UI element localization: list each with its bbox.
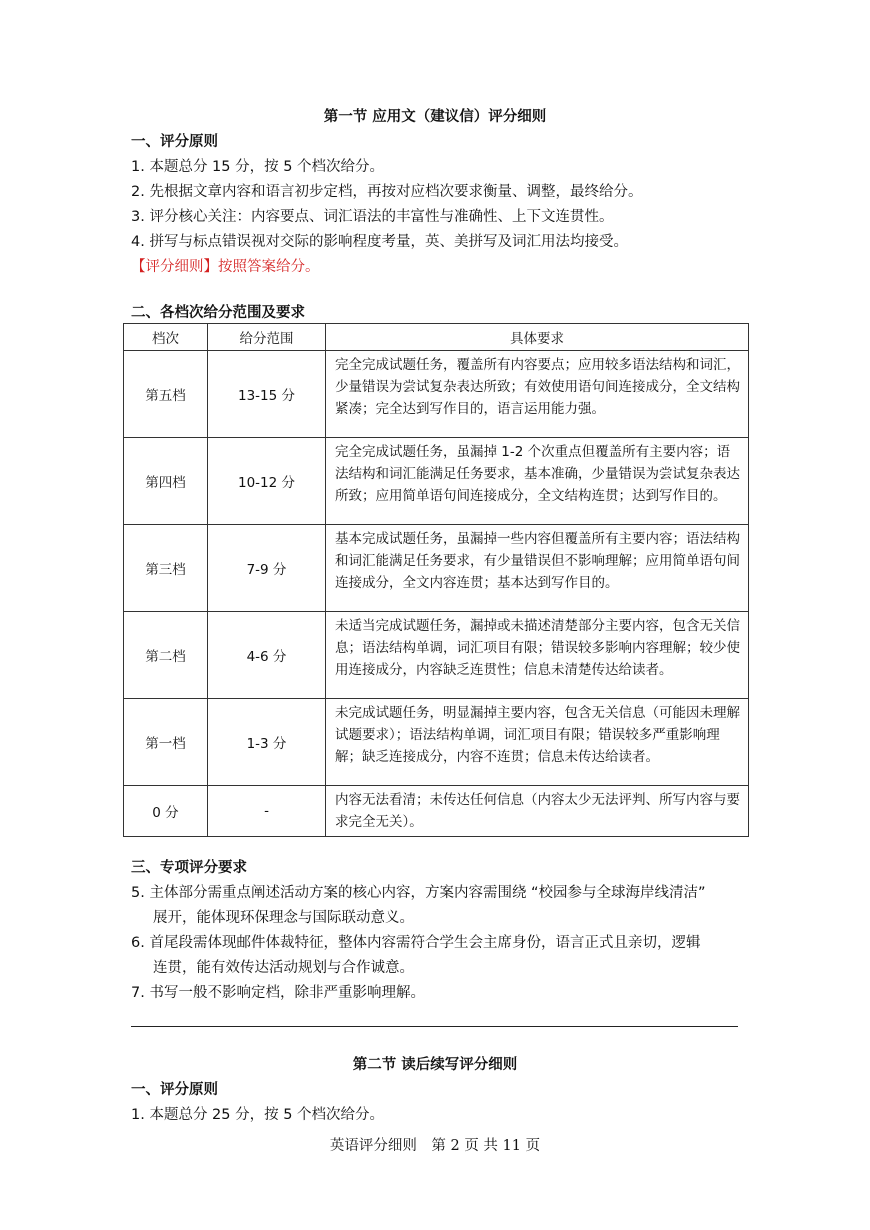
range-cell: 7-9 分: [208, 525, 326, 612]
level-cell: 第五档: [124, 351, 208, 438]
table-row: [124, 351, 749, 438]
level-cell: 第一档: [124, 699, 208, 786]
range-cell: 13-15 分: [208, 351, 326, 438]
table-header-row: [124, 324, 749, 351]
rubric-table: [123, 323, 749, 837]
table-row: [124, 525, 749, 612]
range-cell: 1-3 分: [208, 699, 326, 786]
requirement-cell: 完全完成试题任务，虽漏掉 1-2 个次重点但覆盖所有主要内容；语法结构和词汇能满足任务要求，基本准确，少量错误为尝试复杂表达所致；应用简单语句间连接成分，全文结构连贯；达到写作目的。: [326, 438, 749, 525]
level-cell: 0 分: [124, 786, 208, 837]
section-divider: [131, 1026, 738, 1027]
level-cell: 第三档: [124, 525, 208, 612]
detail-note: 【评分细则】按照答案给分。: [131, 259, 320, 275]
requirement-cell: 内容无法看清；未传达任何信息（内容太少无法评判、所写内容与要求完全无关）。: [326, 786, 749, 837]
requirement-cell: 基本完成试题任务，虽漏掉一些内容但覆盖所有主要内容；语法结构和词汇能满足任务要求，有少量错误但不影响理解；应用简单语句间连接成分，全文内容连贯；基本达到写作目的。: [326, 525, 749, 612]
header-requirements: 具体要求: [326, 324, 749, 351]
level-cell: 第二档: [124, 612, 208, 699]
principles-heading: 一、评分原则: [131, 134, 218, 150]
range-cell: 4-6 分: [208, 612, 326, 699]
section1-title: 第一节 应用文（建议信）评分细则: [323, 109, 547, 125]
header-level: 档次: [124, 324, 208, 351]
range-cell: -: [208, 786, 326, 837]
page-footer: 英语评分细则 第 2 页 共 11 页: [329, 1138, 541, 1154]
table-row: [124, 786, 749, 837]
levels-heading: 二、各档次给分范围及要求: [131, 305, 305, 321]
special-item-5: 5. 主体部分需重点阐述活动方案的核心内容，方案内容需围绕 “校园参与全球海岸线清洁”: [131, 885, 706, 901]
table-row: [124, 438, 749, 525]
header-range: 给分范围: [208, 324, 326, 351]
range-cell: 10-12 分: [208, 438, 326, 525]
principle-item-3: 3. 评分核心关注：内容要点、词汇语法的丰富性与准确性、上下文连贯性。: [131, 209, 614, 225]
section2-principles-heading: 一、评分原则: [131, 1082, 218, 1098]
table-row: [124, 699, 749, 786]
table-row: [124, 612, 749, 699]
section2-principle-item-1: 1. 本题总分 25 分，按 5 个档次给分。: [131, 1107, 385, 1123]
special-item-6-cont: 连贯，能有效传达活动规划与合作诚意。: [153, 960, 414, 976]
principle-item-2: 2. 先根据文章内容和语言初步定档，再按对应档次要求衡量、调整，最终给分。: [131, 184, 643, 200]
principle-item-1: 1. 本题总分 15 分，按 5 个档次给分。: [131, 159, 385, 175]
requirement-cell: 未适当完成试题任务，漏掉或未描述清楚部分主要内容，包含无关信息；语法结构单调，词汇项目有限；错误较多影响内容理解；较少使用连接成分，内容缺乏连贯性；信息未清楚传达给读者。: [326, 612, 749, 699]
principle-item-4: 4. 拼写与标点错误视对交际的影响程度考量，英、美拼写及词汇用法均接受。: [131, 234, 628, 250]
requirement-cell: 完全完成试题任务，覆盖所有内容要点；应用较多语法结构和词汇，少量错误为尝试复杂表达所致；有效使用语句间连接成分，全文结构紧凑；完全达到写作目的，语言运用能力强。: [326, 351, 749, 438]
requirement-cell: 未完成试题任务，明显漏掉主要内容，包含无关信息（可能因未理解试题要求）；语法结构单调，词汇项目有限；错误较多严重影响理解；缺乏连接成分，内容不连贯；信息未传达给读者。: [326, 699, 749, 786]
special-item-7: 7. 书写一般不影响定档，除非严重影响理解。: [131, 985, 425, 1001]
special-heading: 三、专项评分要求: [131, 860, 247, 876]
section2-title: 第二节 读后续写评分细则: [352, 1057, 518, 1073]
special-item-6: 6. 首尾段需体现邮件体裁特征，整体内容需符合学生会主席身份，语言正式且亲切，逻辑: [131, 935, 701, 951]
level-cell: 第四档: [124, 438, 208, 525]
special-item-5-cont: 展开，能体现环保理念与国际联动意义。: [153, 910, 414, 926]
